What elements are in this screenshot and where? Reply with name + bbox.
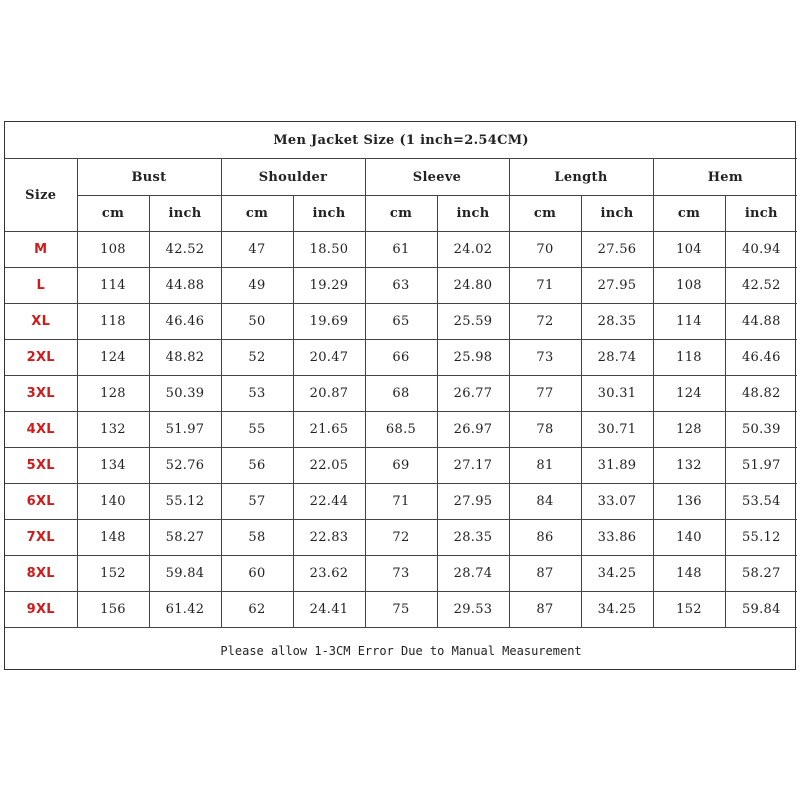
measurement-cell: 118 <box>77 304 149 340</box>
measurement-cell: 27.17 <box>437 448 509 484</box>
measurement-cell: 20.47 <box>293 340 365 376</box>
measurement-cell: 22.44 <box>293 484 365 520</box>
table-row <box>5 556 797 592</box>
size-cell: XL <box>5 304 77 340</box>
table-row <box>5 376 797 412</box>
unit-header-inch: inch <box>725 196 797 232</box>
measurement-cell: 72 <box>509 304 581 340</box>
measurement-cell: 124 <box>653 376 725 412</box>
measurement-cell: 73 <box>365 556 437 592</box>
measurement-cell: 27.95 <box>581 268 653 304</box>
measurement-cell: 47 <box>221 232 293 268</box>
measurement-cell: 27.56 <box>581 232 653 268</box>
measurement-cell: 75 <box>365 592 437 628</box>
measurement-cell: 48.82 <box>725 376 797 412</box>
measurement-cell: 136 <box>653 484 725 520</box>
measurement-cell: 73 <box>509 340 581 376</box>
size-cell: 2XL <box>5 340 77 376</box>
measurement-cell: 51.97 <box>725 448 797 484</box>
table-row <box>5 232 797 268</box>
measurement-cell: 56 <box>221 448 293 484</box>
measurement-cell: 124 <box>77 340 149 376</box>
measurement-cell: 25.59 <box>437 304 509 340</box>
measurement-cell: 28.35 <box>437 520 509 556</box>
measurement-cell: 58 <box>221 520 293 556</box>
measurement-cell: 55 <box>221 412 293 448</box>
size-cell: 3XL <box>5 376 77 412</box>
measurement-cell: 24.02 <box>437 232 509 268</box>
measurement-cell: 57 <box>221 484 293 520</box>
table-body <box>5 122 797 674</box>
size-cell: 5XL <box>5 448 77 484</box>
unit-header-cm: cm <box>365 196 437 232</box>
measurement-cell: 59.84 <box>149 556 221 592</box>
size-cell: 9XL <box>5 592 77 628</box>
measurement-cell: 71 <box>365 484 437 520</box>
measurement-cell: 81 <box>509 448 581 484</box>
table-title: Men Jacket Size (1 inch=2.54CM) <box>5 122 797 159</box>
measurement-cell: 132 <box>653 448 725 484</box>
measurement-cell: 48.82 <box>149 340 221 376</box>
size-cell: 8XL <box>5 556 77 592</box>
measurement-cell: 58.27 <box>725 556 797 592</box>
measurement-cell: 19.69 <box>293 304 365 340</box>
measurement-cell: 148 <box>653 556 725 592</box>
unit-header-cm: cm <box>653 196 725 232</box>
measurement-cell: 28.74 <box>581 340 653 376</box>
measurement-cell: 55.12 <box>149 484 221 520</box>
measurement-cell: 31.89 <box>581 448 653 484</box>
measurement-cell: 152 <box>77 556 149 592</box>
measurement-cell: 33.07 <box>581 484 653 520</box>
table-row <box>5 520 797 556</box>
group-header-bust: Bust <box>77 159 221 196</box>
unit-header-cm: cm <box>77 196 149 232</box>
measurement-cell: 108 <box>77 232 149 268</box>
measurement-cell: 140 <box>77 484 149 520</box>
measurement-cell: 148 <box>77 520 149 556</box>
measurement-cell: 62 <box>221 592 293 628</box>
measurement-cell: 156 <box>77 592 149 628</box>
table-row <box>5 448 797 484</box>
measurement-cell: 59.84 <box>725 592 797 628</box>
measurement-cell: 20.87 <box>293 376 365 412</box>
measurement-cell: 27.95 <box>437 484 509 520</box>
group-header-hem: Hem <box>653 159 797 196</box>
measurement-cell: 25.98 <box>437 340 509 376</box>
unit-header-inch: inch <box>149 196 221 232</box>
measurement-cell: 87 <box>509 556 581 592</box>
measurement-cell: 46.46 <box>149 304 221 340</box>
measurement-cell: 42.52 <box>725 268 797 304</box>
measurement-cell: 34.25 <box>581 556 653 592</box>
measurement-cell: 69 <box>365 448 437 484</box>
measurement-cell: 104 <box>653 232 725 268</box>
measurement-cell: 128 <box>653 412 725 448</box>
measurement-cell: 44.88 <box>725 304 797 340</box>
measurement-cell: 72 <box>365 520 437 556</box>
size-cell: 4XL <box>5 412 77 448</box>
measurement-cell: 33.86 <box>581 520 653 556</box>
size-cell: M <box>5 232 77 268</box>
size-cell: 7XL <box>5 520 77 556</box>
measurement-cell: 24.41 <box>293 592 365 628</box>
size-cell: L <box>5 268 77 304</box>
table-row <box>5 484 797 520</box>
measurement-cell: 61 <box>365 232 437 268</box>
unit-header-inch: inch <box>437 196 509 232</box>
measurement-cell: 21.65 <box>293 412 365 448</box>
measurement-cell: 34.25 <box>581 592 653 628</box>
measurement-cell: 68 <box>365 376 437 412</box>
measurement-cell: 87 <box>509 592 581 628</box>
measurement-cell: 114 <box>653 304 725 340</box>
unit-header-cm: cm <box>221 196 293 232</box>
unit-header-row <box>5 196 797 232</box>
table-row <box>5 412 797 448</box>
measurement-cell: 108 <box>653 268 725 304</box>
measurement-note: Please allow 1-3CM Error Due to Manual Measurement <box>5 628 797 675</box>
size-column-header: Size <box>5 159 77 232</box>
measurement-cell: 26.97 <box>437 412 509 448</box>
measurement-cell: 53.54 <box>725 484 797 520</box>
measurement-cell: 118 <box>653 340 725 376</box>
table-row <box>5 304 797 340</box>
measurement-cell: 78 <box>509 412 581 448</box>
measurement-cell: 66 <box>365 340 437 376</box>
measurement-cell: 84 <box>509 484 581 520</box>
measurement-cell: 71 <box>509 268 581 304</box>
title-row <box>5 122 797 159</box>
unit-header-cm: cm <box>509 196 581 232</box>
measurement-cell: 132 <box>77 412 149 448</box>
measurement-cell: 53 <box>221 376 293 412</box>
measurement-cell: 50 <box>221 304 293 340</box>
table-row <box>5 592 797 628</box>
measurement-cell: 60 <box>221 556 293 592</box>
measurement-cell: 52 <box>221 340 293 376</box>
measurement-cell: 114 <box>77 268 149 304</box>
table-row <box>5 268 797 304</box>
size-chart <box>4 121 796 670</box>
measurement-cell: 63 <box>365 268 437 304</box>
measurement-cell: 30.71 <box>581 412 653 448</box>
measurement-cell: 51.97 <box>149 412 221 448</box>
group-header-length: Length <box>509 159 653 196</box>
measurement-cell: 50.39 <box>725 412 797 448</box>
measurement-cell: 18.50 <box>293 232 365 268</box>
measurement-cell: 40.94 <box>725 232 797 268</box>
measurement-cell: 19.29 <box>293 268 365 304</box>
measurement-cell: 128 <box>77 376 149 412</box>
measurement-cell: 70 <box>509 232 581 268</box>
measurement-cell: 61.42 <box>149 592 221 628</box>
measurement-cell: 50.39 <box>149 376 221 412</box>
group-header-row <box>5 159 797 196</box>
measurement-cell: 22.05 <box>293 448 365 484</box>
table-row <box>5 340 797 376</box>
group-header-shoulder: Shoulder <box>221 159 365 196</box>
measurement-cell: 24.80 <box>437 268 509 304</box>
measurement-cell: 28.74 <box>437 556 509 592</box>
measurement-cell: 28.35 <box>581 304 653 340</box>
group-header-sleeve: Sleeve <box>365 159 509 196</box>
measurement-cell: 58.27 <box>149 520 221 556</box>
measurement-cell: 86 <box>509 520 581 556</box>
measurement-cell: 30.31 <box>581 376 653 412</box>
measurement-cell: 26.77 <box>437 376 509 412</box>
measurement-cell: 77 <box>509 376 581 412</box>
measurement-cell: 23.62 <box>293 556 365 592</box>
measurement-cell: 134 <box>77 448 149 484</box>
unit-header-inch: inch <box>293 196 365 232</box>
measurement-cell: 42.52 <box>149 232 221 268</box>
measurement-cell: 46.46 <box>725 340 797 376</box>
measurement-cell: 29.53 <box>437 592 509 628</box>
note-row <box>5 628 797 675</box>
measurement-cell: 22.83 <box>293 520 365 556</box>
measurement-cell: 140 <box>653 520 725 556</box>
unit-header-inch: inch <box>581 196 653 232</box>
measurement-cell: 49 <box>221 268 293 304</box>
size-cell: 6XL <box>5 484 77 520</box>
measurement-cell: 68.5 <box>365 412 437 448</box>
measurement-cell: 44.88 <box>149 268 221 304</box>
measurement-cell: 65 <box>365 304 437 340</box>
measurement-cell: 55.12 <box>725 520 797 556</box>
measurement-cell: 52.76 <box>149 448 221 484</box>
measurement-cell: 152 <box>653 592 725 628</box>
size-table <box>5 122 797 674</box>
